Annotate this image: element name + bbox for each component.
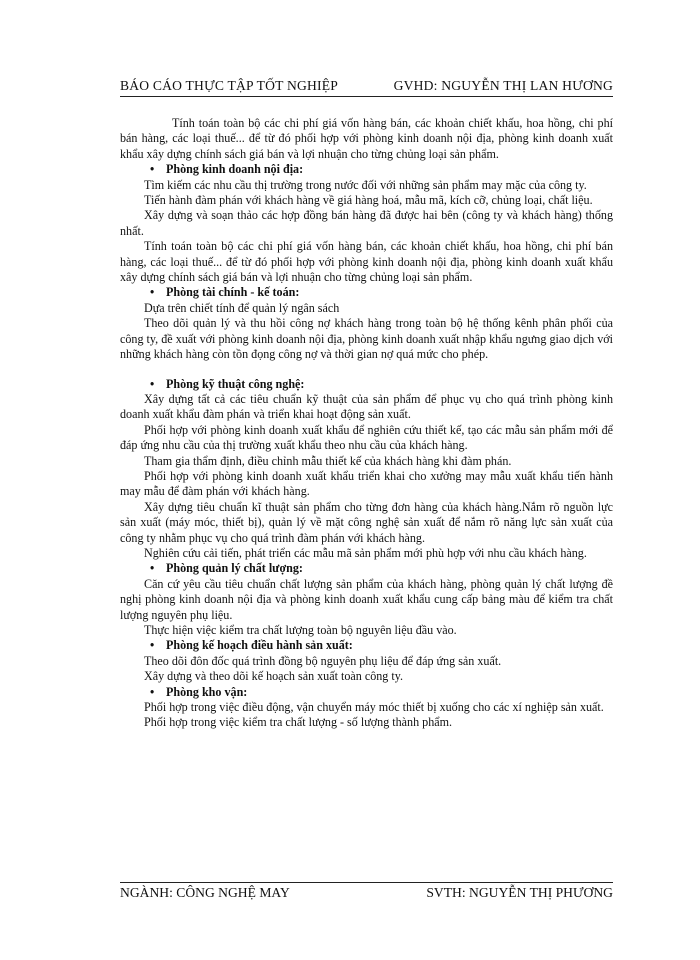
bullet-icon: • <box>150 684 155 699</box>
page-footer <box>120 882 613 901</box>
paragraph: Phối hợp với phòng kinh doanh xuất khẩu để nghiên cứu thiết kế, tạo các mẫu sản phẩm mới để đáp ứng nhu cầu của thị trường xuất khẩu theo nhu cầu của khách hàng. <box>120 422 613 453</box>
bullet-icon: • <box>150 162 155 177</box>
bullet-icon: • <box>150 638 155 653</box>
paragraph: Căn cứ yêu cầu tiêu chuẩn chất lượng sản phẩm của khách hàng, phòng quản lý chất lượng đề nghị phòng kinh doanh nội địa và phòng kinh doanh xuất khẩu cung cấp bảng màu để kiểm tra chất lượng nguyên phụ liệu. <box>120 576 613 622</box>
paragraph: Phối hợp với phòng kinh doanh xuất khẩu triển khai cho xưởng may mẫu xuất khẩu tiến hành may mẫu để đàm phán với khách hàng. <box>120 468 613 499</box>
document-body <box>120 116 613 731</box>
bullet-icon: • <box>150 561 155 576</box>
section-title: Phòng quản lý chất lượng: <box>166 561 303 576</box>
paragraph: Dựa trên chiết tính để quản lý ngân sách <box>144 300 340 315</box>
paragraph: Thực hiện việc kiểm tra chất lượng toàn bộ nguyên liệu đầu vào. <box>144 623 457 637</box>
section-heading-domestic-sales <box>120 162 613 177</box>
bullet-icon: • <box>150 376 155 391</box>
intro-paragraph: Tính toán toàn bộ các chi phí giá vốn hàng bán, các khoản chiết khấu, hoa hồng, chi phí bán hàng, các loại thuế... để từ đó phối hợp với phòng kinh doanh nội địa, phòng kinh doanh xuất khẩu xây dựng chính sách giá bán và lợi nhuận cho từng chủng loại sản phẩm. <box>120 116 613 161</box>
paragraph: Tính toán toàn bộ các chi phí giá vốn hàng bán, các khoản chiết khấu, hoa hồng, chi phí bán hàng, các loại thuế... để từ đó phối hợp với phòng kinh doanh nội địa, phòng kinh doanh xuất khẩu xây dựng chính sách giá bán và lợi nhuận cho từng chủng loại sản phẩm. <box>120 239 613 285</box>
section-heading-warehouse <box>120 685 613 700</box>
paragraph: Xây dựng tiêu chuẩn kĩ thuật sản phẩm cho từng đơn hàng của khách hàng.Nắm rõ nguồn lực sản xuất (máy móc, thiết bị), quản lý về mặt công nghệ sản xuất để nắm rõ năng lực sản xuất của công ty nhằm phục vụ cho quá trình đàm phán với khách hàng. <box>120 499 613 545</box>
footer-student: SVTH: NGUYỄN THỊ PHƯƠNG <box>426 885 613 900</box>
footer-major: NGÀNH: CÔNG NGHỆ MAY <box>120 885 290 900</box>
page-header <box>120 78 613 97</box>
section-title: Phòng kỹ thuật công nghệ: <box>166 376 305 391</box>
section-title: Phòng kinh doanh nội địa: <box>166 162 304 177</box>
header-advisor: GVHD: NGUYỄN THỊ LAN HƯƠNG <box>393 78 613 93</box>
paragraph: Phối hợp trong việc kiểm tra chất lượng - số lượng thành phẩm. <box>144 715 453 730</box>
paragraph: Xây dựng và soạn thảo các hợp đồng bán hàng đã được hai bên (công ty và khách hàng) thống nhất. <box>120 208 613 238</box>
paragraph: Tham gia thẩm định, điều chỉnh mẫu thiết kế của khách hàng khi đàm phán. <box>144 453 512 468</box>
paragraph: Phối hợp trong việc điều động, vận chuyển máy móc thiết bị xuống cho các xí nghiệp sản xuất. <box>144 700 604 715</box>
paragraph: Tìm kiếm các nhu cầu thị trường trong nước đối với những sản phẩm may mặc của công ty. <box>144 177 587 192</box>
paragraph: Xây dựng và theo dõi kế hoạch sản xuất toàn công ty. <box>144 669 403 684</box>
paragraph: Tiến hành đàm phán với khách hàng về giá hàng hoá, mẫu mã, kích cỡ, chủng loại, chất liệu. <box>144 193 593 208</box>
section-title: Phòng tài chính - kế toán: <box>166 285 300 300</box>
paragraph: Theo dõi đôn đốc quá trình đồng bộ nguyên phụ liệu để đáp ứng sản xuất. <box>144 653 502 668</box>
section-title: Phòng kho vận: <box>166 684 248 699</box>
header-report-title: BÁO CÁO THỰC TẬP TỐT NGHIỆP <box>120 78 338 93</box>
section-title: Phòng kế hoạch điều hành sản xuất: <box>166 638 353 653</box>
section-heading-quality <box>120 561 613 576</box>
paragraph: Xây dựng tất cả các tiêu chuẩn kỹ thuật của sản phẩm để phục vụ cho quá trình phòng kinh doanh xuất khẩu đàm phán và triển khai hoạt động sản xuất. <box>120 391 613 422</box>
section-heading-planning <box>120 638 613 653</box>
section-heading-finance <box>120 285 613 300</box>
section-heading-technology <box>120 377 613 392</box>
paragraph: Nghiên cứu cải tiến, phát triển các mẫu mã sản phẩm mới phù hợp với nhu cầu khách hàng. <box>144 545 587 560</box>
paragraph: Theo dõi quản lý và thu hồi công nợ khách hàng trong toàn bộ hệ thống kênh phân phối của công ty, đề xuất với phòng kinh doanh nội địa, phòng kinh doanh xuất nhập khẩu ngưng giao dịch với những khách hàng còn tồn đọng công nợ và thời gian nợ quá mức cho phép. <box>120 316 613 362</box>
bullet-icon: • <box>150 285 155 300</box>
spacer <box>120 363 613 377</box>
